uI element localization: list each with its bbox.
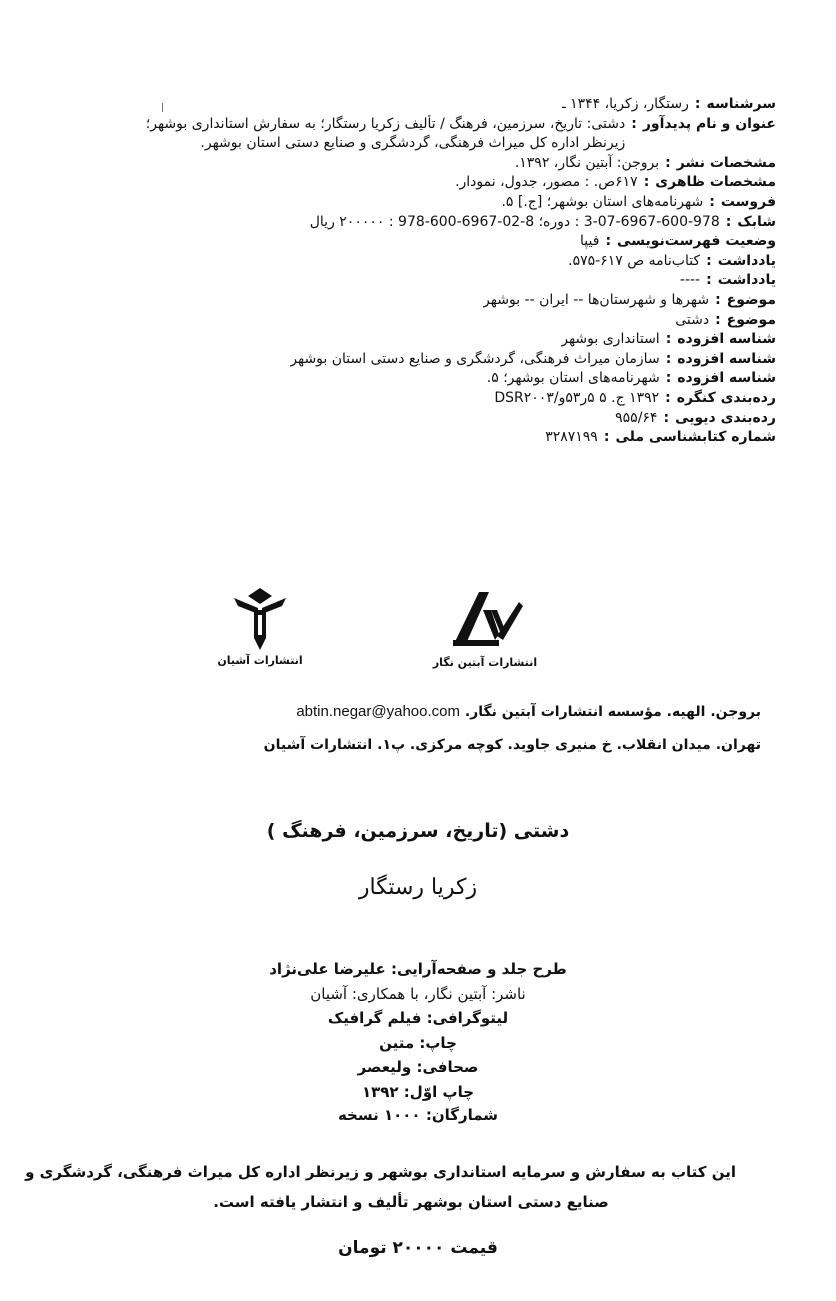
- cip-separator: :: [603, 429, 610, 446]
- cip-row-added-entry: [36, 350, 776, 370]
- cip-value: کتاب‌نامه ص ۶۱۷-۵۷۵.: [568, 252, 701, 269]
- cip-value: 3-07-6967-600-978 : دوره؛ 8-02-6967-600-978 : ۲۰۰۰۰۰ ریال: [309, 213, 720, 230]
- cip-separator: :: [665, 154, 671, 171]
- cip-label: وضعیت فهرست‌نویسی: [617, 233, 776, 250]
- cip-label: شناسه افزوده: [677, 370, 776, 387]
- cip-row-lc-classification: [36, 389, 776, 409]
- cip-value: ۱۳۹۲ ج. ۵ ۵ر۵۳و/DSR۲۰۰۳: [494, 389, 660, 406]
- cip-value: ۶۱۷ص. : مصور، جدول، نمودار.: [455, 174, 638, 191]
- cip-label: شابک: [737, 213, 776, 230]
- cip-separator: :: [643, 174, 650, 191]
- cip-label: مشخصات نشر: [676, 154, 776, 171]
- cip-row-series: [36, 193, 776, 213]
- cip-row-subject: [36, 291, 776, 311]
- cip-separator: :: [605, 233, 612, 250]
- cip-label: سرشناسه: [706, 96, 776, 112]
- book-price: قیمت ۲۰۰۰۰ تومان: [338, 1238, 498, 1258]
- cip-row-publication: [36, 154, 776, 174]
- cip-separator: :: [665, 389, 671, 406]
- credit-edition: چاپ اوّل: ۱۳۹۲: [361, 1083, 475, 1101]
- cip-value-line1: دشتی: تاریخ، سرزمین، فرهنگ / تألیف زکریا رستگار؛ به سفارش استانداری بوشهر؛: [145, 115, 626, 132]
- cip-label: شناسه افزوده: [677, 331, 776, 348]
- credit-lithography: لیتوگرافی: فیلم گرافیک: [327, 1009, 509, 1027]
- cip-row-note: [36, 252, 776, 272]
- abtin-negar-emblem-icon: [445, 590, 525, 652]
- cip-label: رده‌بندی دیویی: [675, 409, 776, 426]
- ashian-logo: [205, 588, 315, 667]
- credit-cover-design: طرح جلد و صفحه‌آرایی: علیرضا علی‌نژاد: [269, 960, 567, 978]
- cip-value: [146, 115, 625, 154]
- cip-label: مشخصات ظاهری: [655, 174, 776, 191]
- cip-value: فیپا: [580, 233, 600, 250]
- cip-separator: :: [715, 291, 721, 308]
- cip-label: رده‌بندی کنگره: [676, 389, 776, 406]
- credit-printing: چاپ: متین: [379, 1034, 457, 1052]
- cip-value: ۹۵۵/۶۴: [615, 409, 658, 426]
- cip-value: ۳۲۸۷۱۹۹: [545, 429, 598, 446]
- cip-row-author: [36, 95, 776, 115]
- cip-row-national-bibliography: [36, 428, 776, 448]
- cip-label: شناسه افزوده: [677, 350, 776, 367]
- sponsorship-note-line1: این کتاب به سفارش و سرمایه استانداری بوشهر و زیرنظر اداره کل میراث فرهنگی، گردشگری و: [25, 1163, 736, 1181]
- cip-row-title: [36, 115, 776, 154]
- cip-label: شماره کتابشناسی ملی: [615, 429, 776, 446]
- cip-separator: :: [631, 115, 637, 132]
- cip-separator: :: [709, 193, 715, 210]
- cip-value: شهرنامه‌های استان بوشهر؛ ۵.: [486, 370, 660, 387]
- cip-row-status: [36, 232, 776, 252]
- sponsorship-note-line2: صنایع دستی استان بوشهر تألیف و انتشار یافته است.: [213, 1193, 609, 1211]
- ashian-emblem-icon: [228, 588, 292, 650]
- cip-separator: :: [665, 350, 672, 367]
- abtin-negar-logo: [420, 590, 550, 669]
- cip-separator: :: [706, 272, 712, 289]
- cip-value: ----: [679, 272, 701, 289]
- cip-separator: :: [665, 370, 672, 387]
- cip-separator: :: [694, 96, 701, 112]
- cip-row-dewey: [36, 409, 776, 429]
- cip-value: شهرنامه‌های استان بوشهر؛ [ج.] ۵.: [501, 193, 704, 210]
- abtin-negar-caption: انتشارات آبتین نگار: [432, 656, 538, 669]
- cip-separator: :: [665, 331, 672, 348]
- publisher-address-text: بروجن. الهیه. مؤسسه انتشارات آبتین نگار.: [464, 704, 761, 720]
- cip-row-note: [36, 271, 776, 291]
- cip-label: یادداشت: [717, 272, 776, 289]
- cip-row-isbn: [36, 213, 776, 233]
- cip-value: سازمان میراث فرهنگی، گردشگری و صنایع دستی استان بوشهر: [290, 350, 660, 367]
- cip-separator: :: [663, 409, 670, 426]
- cip-value-line2: زیرنظر اداره کل میراث فرهنگی، گردشگری و صنایع دستی استان بوشهر.: [200, 135, 626, 152]
- book-title: دشتی (تاریخ، سرزمین، فرهنگ ): [266, 820, 570, 842]
- publisher-address-borujen: [296, 703, 761, 720]
- cataloging-in-publication-block: [36, 95, 776, 448]
- cip-row-added-entry: [36, 330, 776, 350]
- publisher-logos: [0, 588, 836, 678]
- cip-row-physical: [36, 173, 776, 193]
- cip-row-subject: [36, 311, 776, 331]
- ashian-caption: انتشارات آشیان: [217, 654, 303, 667]
- credit-print-run: شمارگان: ۱۰۰۰ نسخه: [337, 1106, 499, 1124]
- cip-value: شهرها و شهرستان‌ها -- ایران -- بوشهر: [483, 291, 710, 308]
- cip-value: بروجن: آبتین نگار، ۱۳۹۲.: [514, 154, 660, 171]
- book-author: زکریا رستگار: [358, 875, 478, 900]
- cip-separator: :: [725, 213, 732, 230]
- cip-label: عنوان و نام پدیدآور: [642, 115, 776, 132]
- cip-value: استانداری بوشهر: [561, 331, 660, 348]
- publisher-email: abtin.negar@yahoo.com: [296, 703, 460, 720]
- cip-label: یادداشت: [717, 252, 776, 269]
- cip-label: موضوع: [726, 311, 776, 328]
- cip-label: فروست: [720, 193, 776, 210]
- cip-value: دشتی: [675, 311, 710, 328]
- cip-label: موضوع: [726, 291, 776, 308]
- cip-separator: :: [706, 252, 712, 269]
- credit-publisher: ناشر: آبتین نگار، با همکاری: آشیان: [310, 985, 526, 1003]
- cip-row-added-entry: [36, 369, 776, 389]
- credit-binding: صحافی: ولیعصر: [357, 1058, 479, 1076]
- publisher-address-tehran: تهران. میدان انقلاب. خ منیری جاوید. کوچه مرکزی. پ۱. انتشارات آشیان: [263, 737, 761, 753]
- cip-value: رستگار، زکریا، ۱۳۴۴ ـ: [561, 96, 689, 112]
- cip-separator: :: [715, 311, 721, 328]
